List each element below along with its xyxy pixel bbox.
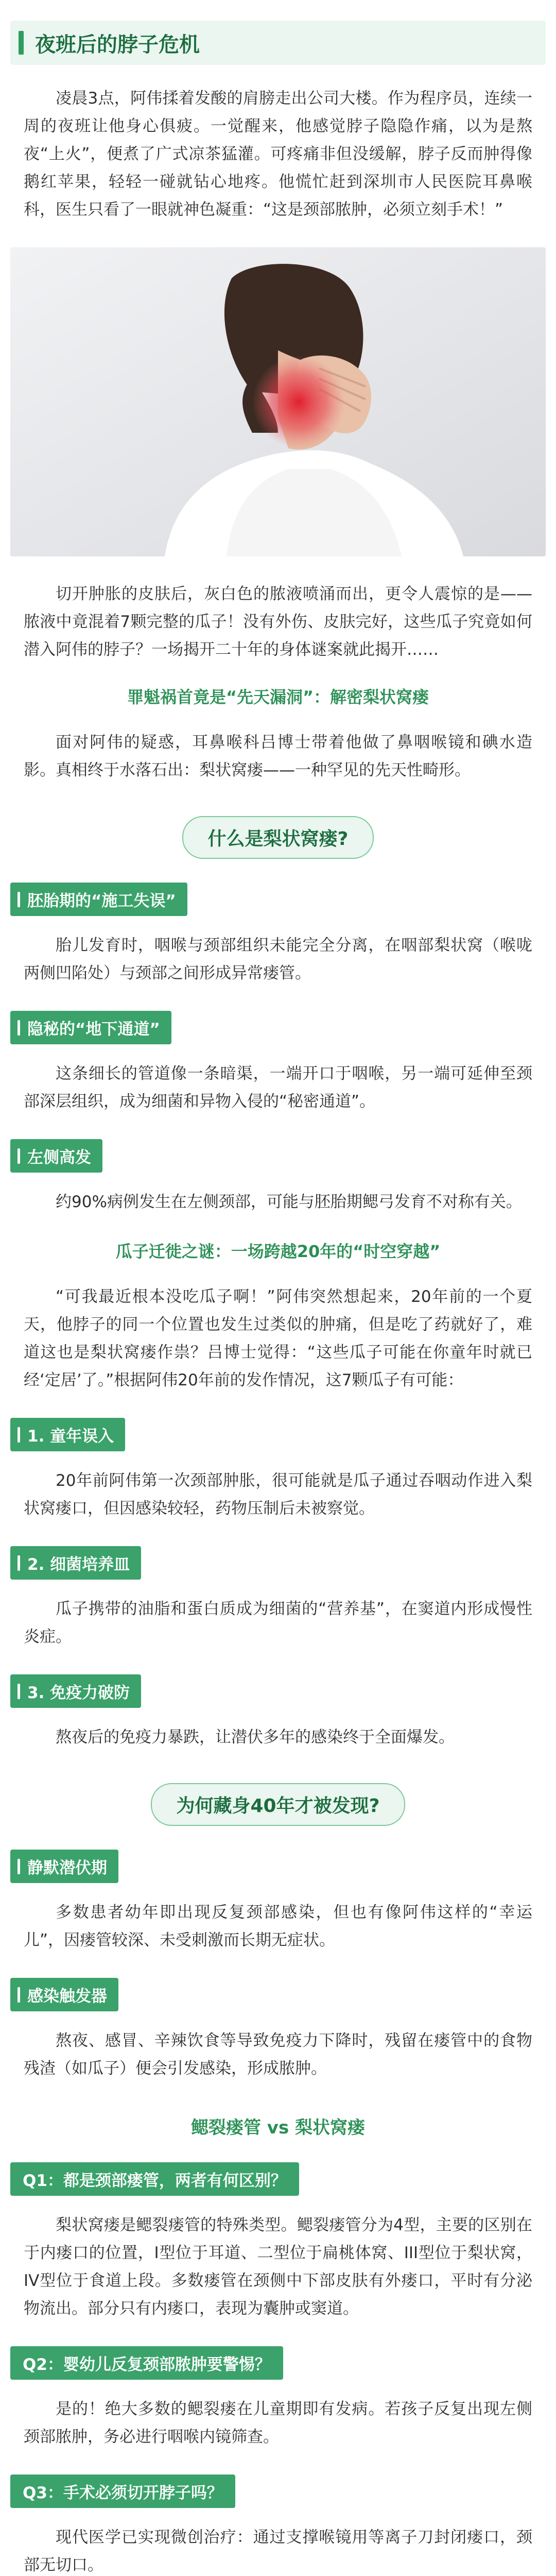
tag-embryo-label: 胚胎期的“施工失误”: [27, 892, 176, 910]
paragraph-tunnel: 这条细长的管道像一条暗渠，一端开口于咽喉，另一端可延伸至颈部深层组织，成为细菌和异物入侵的“秘密通道”。: [24, 1064, 532, 1111]
qa-a1: 梨状窝瘘是鳃裂瘘管的特殊类型。鳃裂瘘管分为4型，主要的区别在于内瘘口的位置，I型位于耳道、二型位于扁桃体窝、III型位于梨状窝，IV型位于食道上段。多数瘘管在颈侧中下部皮肤有外瘘口，平时有分泌物流出。部分只有内瘘口，表现为囊肿或窦道。: [24, 2216, 532, 2318]
hero-photo: [10, 247, 546, 556]
step-1-label: 1. 童年误入: [27, 1427, 114, 1446]
tag-bar-icon: [18, 1859, 20, 1874]
tag-bar-icon: [18, 1148, 20, 1164]
paragraph-step-1: 20年前阿伟第一次颈部肿胀，很可能就是瓜子通过吞咽动作进入梨状窝瘘口，但因感染较轻，药物压制后未被察觉。: [24, 1471, 532, 1518]
qa-a3: 现代医学已实现微创治疗：通过支撑喉镜用等离子刀封闭瘘口，颈部无切口。: [24, 2528, 532, 2574]
tag-bar-icon: [18, 892, 20, 907]
woman-neck-pain-photo-icon: [10, 247, 546, 556]
intro-paragraph-2: 切开肿胀的皮肤后，灰白色的脓液喷涌而出，更令人震惊的是——脓液中竟混着7颗完整的瓜子！没有外伤、皮肤完好，这些瓜子究竟如何潜入阿伟的脖子？一场揭开二十年的身体谜案就此揭开……: [24, 585, 532, 659]
paragraph-diagnosis: 面对阿伟的疑惑，耳鼻喉科吕博士带着他做了鼻咽喉镜和碘水造影。真相终于水落石出：梨状窝瘘——一种罕见的先天性畸形。: [24, 733, 532, 779]
article-title: 夜班后的脖子危机: [35, 32, 200, 57]
paragraph-seeds: “可我最近根本没吃瓜子啊！”阿伟突然想起来，20年前的一个夏天，他脖子的同一个位置也发生过类似的肿痛，但是吃了药就好了，难道这也是梨状窝瘘作祟？吕博士觉得：“这些瓜子可能在你童年时就已经‘定居’了。”根据阿伟20年前的发作情况，这7颗瓜子有可能：: [24, 1287, 532, 1389]
section-pill-what-is: 什么是梨状窝瘘?: [182, 816, 374, 859]
compare-heading: 鳃裂瘘管 vs 梨状窝瘘: [190, 2117, 366, 2138]
tag-bar-icon: [18, 1427, 20, 1443]
tag-latent: [10, 1850, 118, 1883]
step-2-label: 2. 细菌培养皿: [27, 1555, 130, 1574]
paragraph-left-side: 约90%病例发生在左侧颈部，可能与胚胎期鳃弓发育不对称有关。: [56, 1193, 522, 1211]
tag-latent-label: 静默潜伏期: [27, 1859, 107, 1877]
paragraph-latent: 多数患者幼年即出现反复颈部感染，但也有像阿伟这样的“幸运儿”，因瘘管较深、未受刺激而长期无症状。: [24, 1903, 532, 1950]
step-2-tag: [10, 1546, 141, 1580]
headline-cause: 罪魁祸首竟是“先天漏洞”：解密梨状窝瘘: [127, 687, 429, 707]
qa-q3-tag: Q3：手术必须切开脖子吗？: [10, 2475, 235, 2508]
tag-embryo: [10, 883, 187, 916]
article-title-bar: [10, 21, 546, 65]
tag-trigger: [10, 1978, 118, 2011]
step-3-label: 3. 免疫力破防: [27, 1684, 130, 1702]
tag-bar-icon: [18, 1555, 20, 1571]
paragraph-trigger: 熬夜、感冒、辛辣饮食等导致免疫力下降时，残留在瘘管中的食物残渣（如瓜子）便会引发感染，形成脓肿。: [24, 2031, 532, 2078]
intro-paragraph-1: 凌晨3点，阿伟揉着发酸的肩膀走出公司大楼。作为程序员，连续一周的夜班让他身心俱疲。一觉醒来，他感觉脖子隐隐作痛，以为是熬夜“上火”，便煮了广式凉茶猛灌。可疼痛非但没缓解，脖子反而肿得像鹅红苹果，轻轻一碰就钻心地疼。他慌忙赶到深圳市人民医院耳鼻喉科，医生只看了一眼就神色凝重：“这是颈部脓肿，必须立刻手术！”: [24, 89, 532, 219]
title-accent-bar: [19, 31, 24, 55]
tag-tunnel: [10, 1011, 171, 1044]
qa-a2: 是的！绝大多数的鳃裂瘘在儿童期即有发病。若孩子反复出现左侧颈部脓肿，务必进行咽喉内镜筛查。: [24, 2400, 532, 2446]
tag-left-side-label: 左侧高发: [27, 1148, 91, 1167]
tag-bar-icon: [18, 1987, 20, 2003]
paragraph-step-2: 瓜子携带的油脂和蛋白质成为细菌的“营养基”，在窦道内形成慢性炎症。: [24, 1600, 532, 1646]
section-pill-why-hidden: 为何藏身40年才被发现?: [151, 1783, 406, 1826]
step-1-tag: [10, 1418, 125, 1451]
qa-q1-tag: Q1：都是颈部瘘管，两者有何区别？: [10, 2162, 299, 2196]
tag-trigger-label: 感染触发器: [27, 1987, 107, 2006]
subheading-seeds: 瓜子迁徙之谜：一场跨越20年的“时空穿越”: [115, 1242, 441, 1261]
tag-bar-icon: [18, 1684, 20, 1699]
step-3-tag: [10, 1674, 141, 1708]
tag-tunnel-label: 隐秘的“地下通道”: [27, 1020, 160, 1039]
paragraph-step-3: 熬夜后的免疫力暴跌，让潜伏多年的感染终于全面爆发。: [56, 1728, 455, 1747]
qa-q2-tag: Q2：婴幼儿反复颈部脓肿要警惕？: [10, 2346, 283, 2380]
tag-left-side: [10, 1139, 102, 1173]
paragraph-embryo: 胎儿发育时，咽喉与颈部组织未能完全分离，在咽部梨状窝（喉咙两侧凹陷处）与颈部之间形成异常瘘管。: [24, 936, 532, 982]
tag-bar-icon: [18, 1020, 20, 1036]
